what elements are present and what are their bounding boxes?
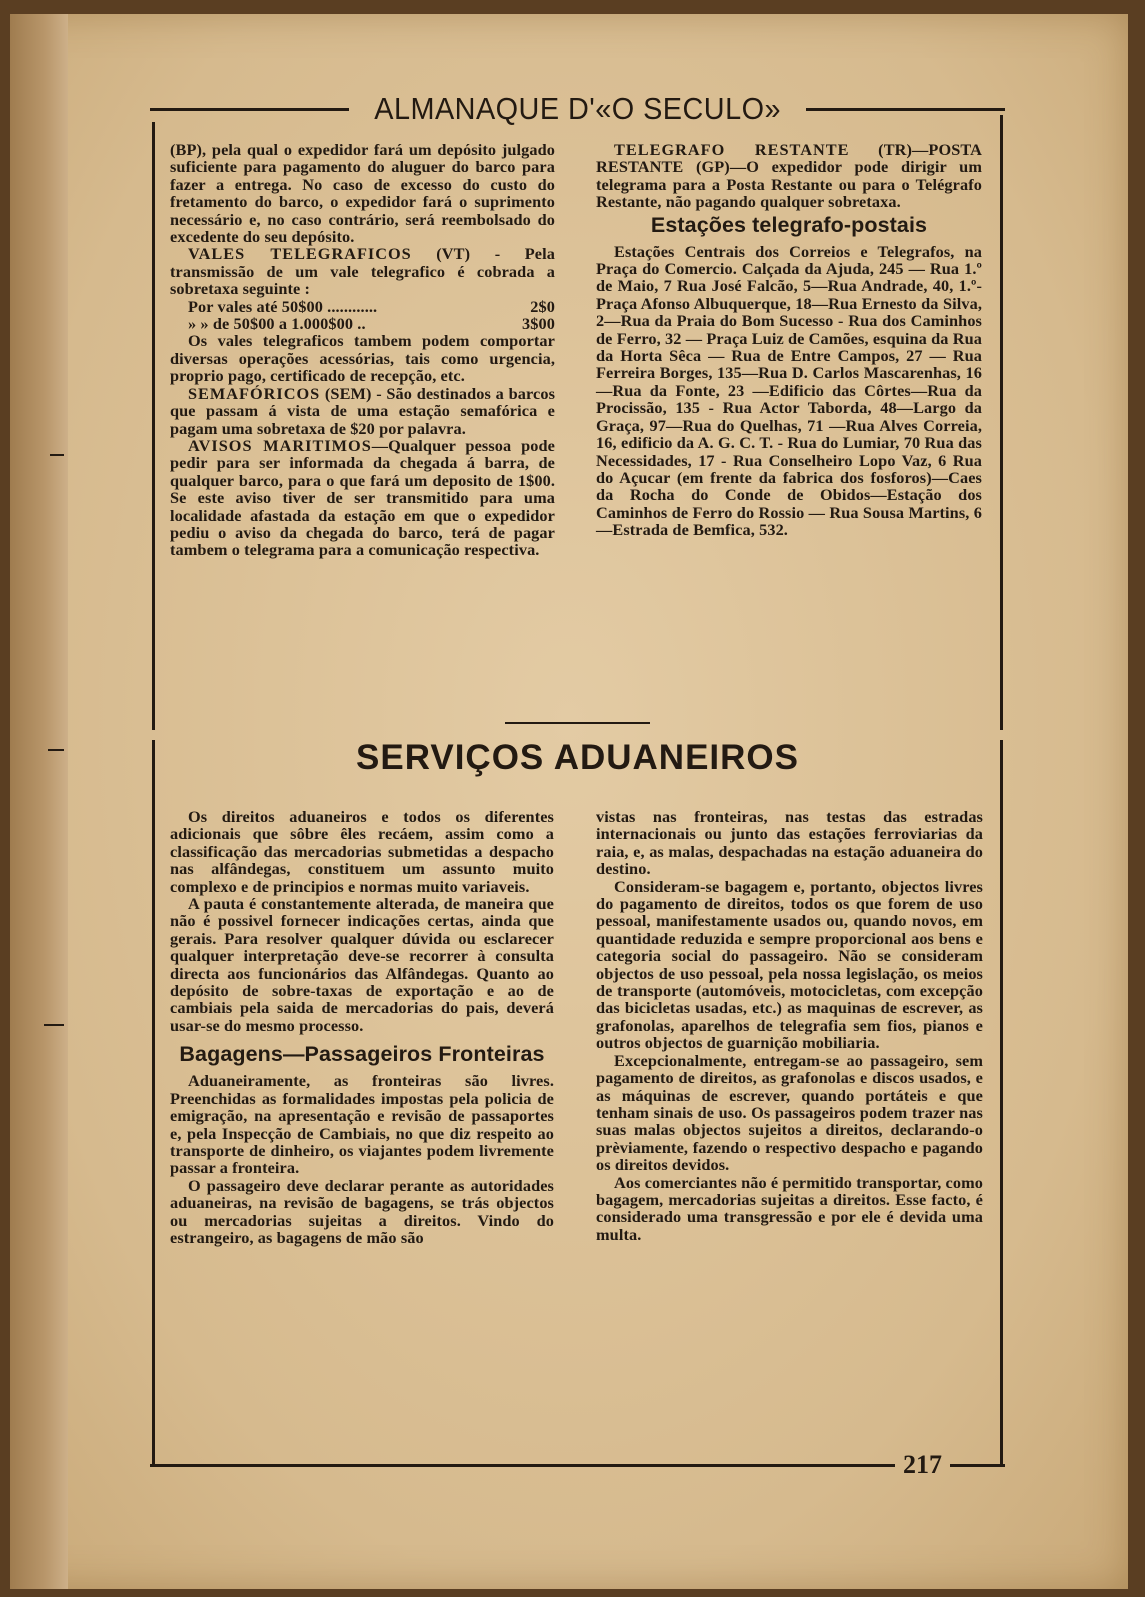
footer-rule-right [950, 1464, 1005, 1467]
paragraph: A pauta é constantemente alterada, de maneira que não é possivel fornecer indicações certas, ainda que gerais. Para resolver qualquer dúvida ou esclarecer qualquer interpretação deve-se recorrer à consulta directa aos funcionários das Alfândegas. Quanto ao depósito de sobre-taxas de exportação e ao de cambiais pela saida de mercadorias do pais, deverá usar-se do mesmo processo. [170, 894, 554, 1035]
edge-mark [50, 454, 64, 456]
paragraph: Aos comerciantes não é permitido transportar, como bagagem, mercadorias sujeitas a direitos. Esse facto, é considerado uma transgressão e por ele é devida uma multa. [596, 1172, 984, 1244]
footer-rule-left [150, 1464, 895, 1467]
page-footer [150, 1447, 1005, 1483]
rate-row [170, 298, 555, 315]
paragraph-semaforicos: SEMAFÓRICOS (SEM) - São destinados a barcos que passam á vista de uma estação semafórica e pagam uma sobretaxa de $20 por palavra. [170, 383, 555, 438]
paragraph: Os direitos aduaneiros e todos os diferentes adicionais que sôbre êles recáem, assim como a classificação das mercadorias submetidas a despacho nas alfândegas, constituem um assunto muito complexo e de principios e normas muito variaveis. [170, 807, 554, 896]
section-subheading: Estações telegrafo-postais [650, 212, 928, 237]
paragraph-restante: TELEGRAFO RESTANTE (TR)—POSTA RESTANTE (GP)—O expedidor pode dirigir um telegrama para a Posta Restante ou para o Telégrafo Restante, não pagando qualquer sobretaxa. [596, 140, 982, 212]
column-rule-left [152, 740, 155, 1465]
page-number: 217 [903, 1450, 942, 1479]
rate-label: » » de 50$00 a 1.000$00 .. [188, 314, 366, 334]
paragraph-vales: VALES TELEGRAFICOS (VT) - Pela transmissão de um vale telegrafico é cobrada a sobretaxa seguinte : [170, 244, 556, 299]
rate-label: Por vales até 50$00 ............ [188, 296, 378, 316]
rate-value: 2$0 [530, 296, 555, 316]
header-rule-left [150, 108, 349, 111]
title-rule [505, 722, 650, 724]
column-rule-right [1000, 115, 1003, 730]
bottom-left-column [170, 808, 554, 1246]
bottom-right-column [596, 808, 983, 1243]
rate-value: 3$00 [522, 314, 555, 334]
book-spine [10, 14, 68, 1589]
run-in-heading: SEMAFÓRICOS [188, 383, 321, 403]
run-in-heading: TELEGRAFO RESTANTE [614, 140, 850, 159]
header-rule-right [806, 108, 1005, 111]
edge-mark [48, 749, 64, 751]
top-right-column [596, 141, 982, 539]
paragraph: Excepcionalmente, entregam-se ao passageiro, sem pagamento de direitos, as grafonolas e discos usados, e as máquinas de escrever, quando portáteis e que tenham sinais de uso. Os passageiros podem trazer nas suas malas objectos sujeitos a direitos, declarando-o prèviamente, fazendo o respectivo despacho e pagando os direitos devidos. [596, 1050, 983, 1175]
paragraph: Aduaneiramente, as fronteiras são livres. Preenchidas as formalidades impostas pela policia de emigração, na apresentação e revisão de passaportes e, pela Inspecção de Cambiais, no que diz respeito ao transporte de dinheiro, os viajantes podem livremente passar a fronteira. [170, 1071, 554, 1178]
page-header [150, 90, 1005, 128]
paragraph: Consideram-se bagagem e, portanto, objectos livres do pagamento de direitos, todos os que forem de uso pessoal, manifestamente usados ou, quando novos, em quantidade reduzida e sempre proporcional aos bens e categoria social do passageiro. Não se consideram objectos de uso pessoal, pela nossa legislação, os meios de transporte (automóveis, motocicletas, com excepção das bicicletas usadas, etc.) as maquinas de escrever, as grafonolas, aparelhos de telegrafia sem fios, pianos e outros objectos de guarnição mobiliaria. [596, 876, 983, 1053]
top-left-column [170, 141, 555, 559]
paragraph: Os vales telegraficos tambem podem comportar diversas operações acessórias, tais como urgencia, proprio pago, certificado de recepção, etc. [170, 331, 555, 386]
column-rule-left [152, 122, 155, 730]
section-subheading: Bagagens—Passageiros Fronteiras [179, 1042, 545, 1067]
section-title: SERVIÇOS ADUANEIROS [356, 738, 799, 777]
paragraph: O passageiro deve declarar perante as autoridades aduaneiras, na revisão de bagagens, se trás objectos ou mercadorias sujeitas a direitos. Vindo do estrangeiro, as bagagens de mão são [170, 1175, 554, 1247]
run-in-heading: AVISOS MARITIMOS [188, 435, 372, 455]
paragraph: vistas nas fronteiras, nas testas das estradas internacionais ou junto das estações ferroviarias da raia, e, as malas, despachadas na estação aduaneira do destino. [596, 807, 983, 879]
paragraph: (BP), pela qual o expedidor fará um depósito julgado suficiente para pagamento do aluguer do barco para fazer a entrega. No caso de excesso do custo do fretamento do barco, o expedidor fará o suprimento necessário e, no caso contrário, será reembolsado do excedente do seu depósito. [170, 140, 555, 247]
run-in-heading: VALES TELEGRAFICOS [188, 244, 412, 264]
column-rule-right [1000, 740, 1003, 1465]
running-title: ALMANAQUE D'«O SECULO» [374, 91, 781, 126]
paragraph-avisos: AVISOS MARITIMOS—Qualquer pessoa pode pedir para ser informada da chegada á barra, de qualquer barco, para o que fará um deposito de 1$00. Se este aviso tiver de ser transmitido para uma localidade afastada da estação em que o expedidor pediu o aviso da chegada do barco, terá de pagar tambem o telegrama para a comunicação respectiva. [170, 435, 555, 560]
rate-row [170, 315, 555, 332]
paragraph: Estações Centrais dos Correios e Telegrafos, na Praça do Comercio. Calçada da Ajuda, 245 — Rua 1.º de Maio, 7 Rua José Falcão, 5—Rua Andrade, 40, 1.º-Praça Afonso Albuquerque, 18—Rua Ernesto da Silva, 2—Rua da Praia do Bom Sucesso - Rua dos Caminhos de Ferro, 32 — Praça Luiz de Camões, esquina da Rua da Horta Sêca — Rua de Entre Campos, 27 — Rua Ferreira Borges, 135—Rua D. Carlos Mascarenhas, 16—Rua da Fonte, 23 —Edificio das Côrtes—Rua da Procissão, 135 - Rua Actor Taborda, 48—Largo da Graça, 97—Rua do Quelhas, 71 —Rua Alves Correia, 16, edificio da A. G. C. T. - Rua do Lumiar, 70 Rua das Necessidades, 17 - Rua Conselheiro Lopo Vaz, 6 Rua do Açucar (em frente da fabrica dos fosforos)—Caes da Rocha do Conde de Obidos—Estação dos Caminhos de Ferro do Rossio — Rua Sousa Martins, 6—Estrada de Bemfica, 532. [596, 241, 982, 540]
edge-mark [44, 1024, 64, 1026]
